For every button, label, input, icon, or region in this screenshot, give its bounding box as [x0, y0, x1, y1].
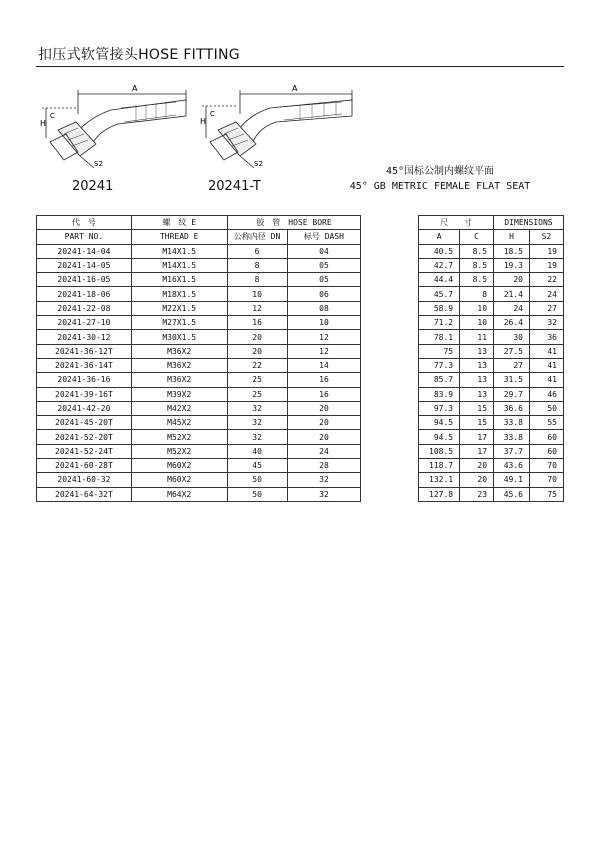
gap-cell — [361, 358, 419, 372]
caption-english: 45° GB METRIC FEMALE FLAT SEAT — [349, 181, 531, 192]
cell-dn: 10 — [227, 287, 287, 301]
table-row — [37, 273, 564, 287]
cell-a: 42.7 — [419, 258, 460, 272]
cell-part-no: 20241-18-06 — [37, 287, 132, 301]
cell-dn: 32 — [227, 430, 287, 444]
gap-cell — [361, 330, 419, 344]
cell-h: 49.1 — [494, 473, 530, 487]
dim-c-label: C — [50, 112, 55, 120]
cell-part-no: 20241-14-04 — [37, 244, 132, 258]
page-title: 扣压式软管接头HOSE FITTING — [38, 47, 240, 63]
gap-cell — [361, 401, 419, 415]
cell-dn: 40 — [227, 444, 287, 458]
cell-part-no: 20241-42-20 — [37, 401, 132, 415]
spec-table — [36, 215, 564, 502]
table-row — [37, 430, 564, 444]
cell-s2: 19 — [530, 258, 564, 272]
cell-c: 8 — [460, 287, 494, 301]
cell-part-no: 20241-52-20T — [37, 430, 132, 444]
header-dimensions: DIMENSIONS — [494, 216, 564, 230]
cell-h: 27.5 — [494, 344, 530, 358]
table-row — [37, 316, 564, 330]
cell-a: 97.3 — [419, 401, 460, 415]
table-row — [37, 373, 564, 387]
cell-dash: 04 — [287, 244, 361, 258]
cell-part-no: 20241-64-32T — [37, 487, 132, 501]
table-header-row-1 — [37, 216, 564, 230]
cell-s2: 75 — [530, 487, 564, 501]
header-dn: 公称内径 DN — [227, 230, 287, 244]
cell-c: 13 — [460, 358, 494, 372]
cell-h: 43.6 — [494, 459, 530, 473]
cell-thread: M27X1.5 — [131, 316, 227, 330]
cell-thread: M30X1.5 — [131, 330, 227, 344]
dim-s2-label: S2 — [254, 160, 263, 168]
title-underline — [36, 66, 564, 67]
dim-s2-label: S2 — [94, 160, 103, 168]
cell-thread: M22X1.5 — [131, 301, 227, 315]
cell-c: 8.5 — [460, 258, 494, 272]
cell-thread: M52X2 — [131, 430, 227, 444]
cell-part-no: 20241-16-05 — [37, 273, 132, 287]
cell-c: 13 — [460, 387, 494, 401]
header-a: A — [419, 230, 460, 244]
table-row — [37, 244, 564, 258]
cell-h: 36.6 — [494, 401, 530, 415]
cell-a: 85.7 — [419, 373, 460, 387]
cell-thread: M42X2 — [131, 401, 227, 415]
gap-cell — [361, 344, 419, 358]
cell-a: 108.5 — [419, 444, 460, 458]
cell-c: 17 — [460, 444, 494, 458]
cell-thread: M60X2 — [131, 459, 227, 473]
cell-c: 15 — [460, 401, 494, 415]
cell-c: 20 — [460, 459, 494, 473]
dim-a-label: A — [132, 84, 138, 93]
cell-a: 44.4 — [419, 273, 460, 287]
caption-chinese: 45°国标公制内螺纹平面 — [385, 166, 495, 177]
cell-dash: 20 — [287, 416, 361, 430]
cell-s2: 36 — [530, 330, 564, 344]
cell-dn: 8 — [227, 273, 287, 287]
table-row — [37, 444, 564, 458]
cell-s2: 60 — [530, 430, 564, 444]
cell-h: 29.7 — [494, 387, 530, 401]
cell-h: 21.4 — [494, 287, 530, 301]
cell-h: 19.3 — [494, 258, 530, 272]
cell-h: 20 — [494, 273, 530, 287]
fitting-drawing-20241-t — [200, 82, 365, 172]
cell-h: 33.8 — [494, 416, 530, 430]
table-row — [37, 287, 564, 301]
cell-dn: 45 — [227, 459, 287, 473]
cell-part-no: 20241-22-08 — [37, 301, 132, 315]
gap-cell — [361, 473, 419, 487]
cell-s2: 70 — [530, 473, 564, 487]
cell-a: 127.8 — [419, 487, 460, 501]
cell-dn: 25 — [227, 373, 287, 387]
cell-a: 58.9 — [419, 301, 460, 315]
cell-dn: 32 — [227, 416, 287, 430]
cell-a: 40.5 — [419, 244, 460, 258]
cell-dn: 25 — [227, 387, 287, 401]
dim-h-label: H — [200, 117, 207, 126]
cell-dash: 16 — [287, 373, 361, 387]
cell-c: 17 — [460, 430, 494, 444]
cell-thread: M18X1.5 — [131, 287, 227, 301]
table-row — [37, 401, 564, 415]
cell-dn: 16 — [227, 316, 287, 330]
model-label-20241-t: 20241-T — [208, 179, 261, 194]
cell-part-no: 20241-52-24T — [37, 444, 132, 458]
dim-h-label: H — [40, 119, 47, 128]
cell-a: 94.5 — [419, 416, 460, 430]
cell-dash: 10 — [287, 316, 361, 330]
cell-thread: M14X1.5 — [131, 258, 227, 272]
cell-a: 78.1 — [419, 330, 460, 344]
table-row — [37, 387, 564, 401]
table-row — [37, 330, 564, 344]
cell-dash: 05 — [287, 273, 361, 287]
cell-dash: 08 — [287, 301, 361, 315]
cell-h: 37.7 — [494, 444, 530, 458]
cell-c: 10 — [460, 301, 494, 315]
cell-h: 30 — [494, 330, 530, 344]
header-thread: THREAD E — [131, 230, 227, 244]
cell-c: 8.5 — [460, 273, 494, 287]
cell-s2: 46 — [530, 387, 564, 401]
cell-c: 10 — [460, 316, 494, 330]
gap-cell — [361, 387, 419, 401]
cell-thread: M36X2 — [131, 373, 227, 387]
model-label-20241: 20241 — [72, 179, 114, 194]
gap-cell — [361, 301, 419, 315]
cell-dn: 12 — [227, 301, 287, 315]
header-c: C — [460, 230, 494, 244]
cell-a: 71.2 — [419, 316, 460, 330]
cell-dash: 06 — [287, 287, 361, 301]
cell-dn: 20 — [227, 330, 287, 344]
cell-s2: 60 — [530, 444, 564, 458]
cell-s2: 32 — [530, 316, 564, 330]
header-s2: S2 — [530, 230, 564, 244]
header-code: 代 号 — [37, 216, 132, 230]
cell-h: 31.5 — [494, 373, 530, 387]
cell-dn: 32 — [227, 401, 287, 415]
cell-s2: 19 — [530, 244, 564, 258]
gap-cell — [361, 287, 419, 301]
cell-h: 33.8 — [494, 430, 530, 444]
cell-h: 45.6 — [494, 487, 530, 501]
cell-a: 45.7 — [419, 287, 460, 301]
dim-c-label: C — [210, 110, 215, 118]
cell-s2: 41 — [530, 358, 564, 372]
table-row — [37, 301, 564, 315]
cell-dash: 20 — [287, 401, 361, 415]
cell-c: 15 — [460, 416, 494, 430]
cell-thread: M64X2 — [131, 487, 227, 501]
cell-dash: 28 — [287, 459, 361, 473]
cell-s2: 41 — [530, 373, 564, 387]
header-h: H — [494, 230, 530, 244]
cell-dash: 32 — [287, 473, 361, 487]
cell-s2: 70 — [530, 459, 564, 473]
cell-dash: 32 — [287, 487, 361, 501]
cell-part-no: 20241-60-28T — [37, 459, 132, 473]
gap-cell — [361, 258, 419, 272]
table-row — [37, 487, 564, 501]
cell-dash: 20 — [287, 430, 361, 444]
cell-dash: 12 — [287, 330, 361, 344]
header-dash: 标号 DASH — [287, 230, 361, 244]
cell-dn: 8 — [227, 258, 287, 272]
table-row — [37, 459, 564, 473]
cell-c: 13 — [460, 373, 494, 387]
cell-thread: M52X2 — [131, 444, 227, 458]
cell-a: 83.9 — [419, 387, 460, 401]
cell-dash: 24 — [287, 444, 361, 458]
cell-part-no: 20241-45-20T — [37, 416, 132, 430]
gap-cell — [361, 444, 419, 458]
cell-thread: M39X2 — [131, 387, 227, 401]
cell-s2: 24 — [530, 287, 564, 301]
cell-thread: M36X2 — [131, 344, 227, 358]
gap-cell — [361, 459, 419, 473]
cell-dash: 16 — [287, 387, 361, 401]
cell-thread: M14X1.5 — [131, 244, 227, 258]
cell-dash: 12 — [287, 344, 361, 358]
cell-dn: 50 — [227, 487, 287, 501]
cell-dn: 50 — [227, 473, 287, 487]
gap-cell — [361, 273, 419, 287]
cell-dash: 05 — [287, 258, 361, 272]
table-row — [37, 416, 564, 430]
cell-a: 132.1 — [419, 473, 460, 487]
header-gap — [361, 216, 419, 230]
cell-part-no: 20241-36-14T — [37, 358, 132, 372]
cell-s2: 50 — [530, 401, 564, 415]
cell-dn: 20 — [227, 344, 287, 358]
cell-thread: M60X2 — [131, 473, 227, 487]
cell-s2: 55 — [530, 416, 564, 430]
gap-cell — [361, 373, 419, 387]
cell-dn: 6 — [227, 244, 287, 258]
cell-dn: 22 — [227, 358, 287, 372]
table-row — [37, 258, 564, 272]
cell-c: 8.5 — [460, 244, 494, 258]
cell-part-no: 20241-36-16 — [37, 373, 132, 387]
cell-a: 75 — [419, 344, 460, 358]
header-size-cn: 尺 寸 — [419, 216, 494, 230]
cell-s2: 41 — [530, 344, 564, 358]
gap-cell — [361, 244, 419, 258]
cell-part-no: 20241-36-12T — [37, 344, 132, 358]
header-hose-bore: 胶 管 HOSE BORE — [227, 216, 361, 230]
cell-part-no: 20241-30-12 — [37, 330, 132, 344]
header-thread-cn: 螺 纹 E — [131, 216, 227, 230]
table-header-row-2 — [37, 230, 564, 244]
gap-cell — [361, 416, 419, 430]
cell-part-no: 20241-60-32 — [37, 473, 132, 487]
cell-dash: 14 — [287, 358, 361, 372]
cell-h: 26.4 — [494, 316, 530, 330]
cell-thread: M16X1.5 — [131, 273, 227, 287]
cell-c: 13 — [460, 344, 494, 358]
table-row — [37, 358, 564, 372]
cell-h: 24 — [494, 301, 530, 315]
cell-a: 94.5 — [419, 430, 460, 444]
fitting-drawing-20241 — [36, 82, 206, 172]
cell-s2: 27 — [530, 301, 564, 315]
cell-h: 18.5 — [494, 244, 530, 258]
cell-s2: 22 — [530, 273, 564, 287]
table-row — [37, 473, 564, 487]
cell-c: 11 — [460, 330, 494, 344]
cell-a: 77.3 — [419, 358, 460, 372]
cell-part-no: 20241-14-05 — [37, 258, 132, 272]
table-row — [37, 344, 564, 358]
gap-cell — [361, 487, 419, 501]
gap-cell — [361, 316, 419, 330]
cell-part-no: 20241-27-10 — [37, 316, 132, 330]
gap-cell — [361, 430, 419, 444]
header-gap — [361, 230, 419, 244]
cell-c: 23 — [460, 487, 494, 501]
cell-part-no: 20241-39-16T — [37, 387, 132, 401]
cell-thread: M36X2 — [131, 358, 227, 372]
dim-a-label: A — [292, 84, 298, 93]
cell-a: 118.7 — [419, 459, 460, 473]
cell-c: 20 — [460, 473, 494, 487]
cell-h: 27 — [494, 358, 530, 372]
header-part-no: PART NO. — [37, 230, 132, 244]
cell-thread: M45X2 — [131, 416, 227, 430]
